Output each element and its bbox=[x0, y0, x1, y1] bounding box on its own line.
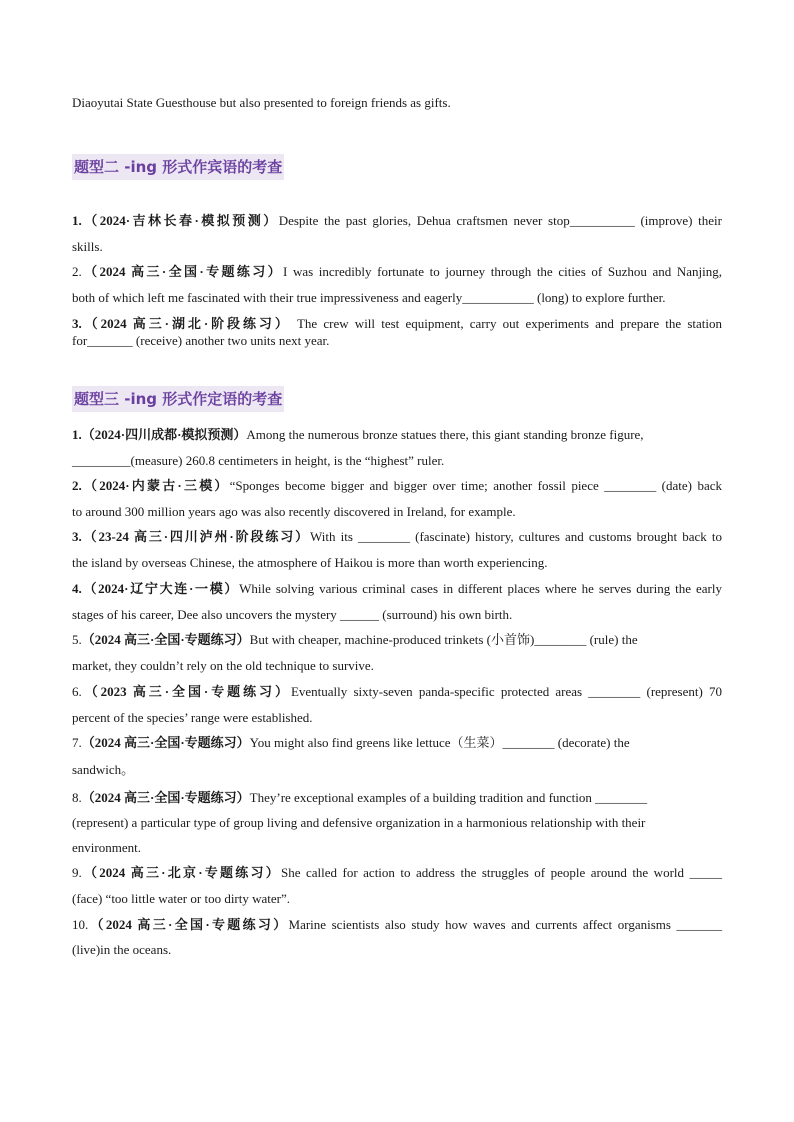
s3-q9-source: （2024 高三·北京·专题练习） bbox=[81, 865, 281, 880]
s3-q5-line2: market, they couldn’t rely on the old technique to survive. bbox=[72, 658, 374, 673]
s3-q5-line1 bbox=[72, 632, 722, 648]
s3-q6-line2: percent of the species’ range were established. bbox=[72, 710, 313, 725]
s2-q1-line1 bbox=[72, 213, 722, 229]
section-heading-3: 题型三 -ing 形式作定语的考查 bbox=[72, 386, 284, 412]
s3-q2-line2: to around 300 million years ago was also recently discovered in Ireland, for example. bbox=[72, 504, 516, 519]
s3-q10-line1 bbox=[72, 917, 722, 933]
s3-q2-source: 2.（2024·内蒙古·三模） bbox=[72, 478, 230, 493]
s3-q2-line1 bbox=[72, 478, 722, 494]
s3-q4-text: While solving various criminal cases in different places where he serves during the early bbox=[239, 581, 722, 596]
s3-q5-text: But with cheaper, machine-produced trinkets (小首饰)________ (rule) the bbox=[249, 632, 638, 647]
s3-q4-source: 4.（2024·辽宁大连·一模） bbox=[72, 581, 240, 596]
s2-q1-line2: skills. bbox=[72, 239, 103, 254]
s3-q9-line1 bbox=[72, 865, 722, 881]
s3-q10-source: （2024 高三·全国·专题练习） bbox=[88, 917, 289, 932]
s3-q1-source: 1.（2024·四川成都·模拟预测） bbox=[72, 427, 247, 442]
s3-q1-text: Among the numerous bronze statues there, this giant standing bronze figure, bbox=[246, 427, 644, 442]
s3-q1-line2 bbox=[72, 453, 722, 469]
section-heading-2: 题型二 -ing 形式作宾语的考查 bbox=[72, 154, 284, 180]
s3-q1-line1 bbox=[72, 427, 722, 443]
s3-q5-number: 5. bbox=[72, 632, 82, 647]
s3-q8-number: 8. bbox=[72, 790, 82, 805]
s3-q4-line2: stages of his career, Dee also uncovers the mystery ______ (surround) his own birth. bbox=[72, 607, 513, 622]
s3-q1-blank: _________ bbox=[72, 453, 131, 468]
s3-q9-text: She called for action to address the struggles of people around the world _____ bbox=[281, 865, 723, 880]
s2-q3-line1 bbox=[72, 316, 722, 332]
s3-q7-line1 bbox=[72, 735, 722, 751]
s3-q7-text: You might also find greens like lettuce（生菜）________ (decorate) the bbox=[249, 735, 630, 750]
s2-q1-text: Despite the past glories, Dehua craftsmen never stop__________ (improve) their bbox=[278, 213, 722, 228]
s2-q3-text: The crew will test equipment, carry out experiments and prepare the station bbox=[290, 316, 723, 331]
s2-q1-source: 1.（2024·吉林长春·模拟预测） bbox=[72, 213, 279, 228]
s2-q2-source: （2024 高三·全国·专题练习） bbox=[81, 264, 283, 279]
s3-q7-number: 7. bbox=[72, 735, 82, 750]
s2-q2-line1 bbox=[72, 264, 722, 280]
s3-q1-text2: (measure) 260.8 centimeters in height, is the “highest” ruler. bbox=[130, 453, 445, 468]
s3-q8-line3: environment. bbox=[72, 840, 141, 855]
s3-q8-line1 bbox=[72, 790, 722, 806]
s3-q9-number: 9. bbox=[72, 865, 82, 880]
s3-q10-line2: (live)in the oceans. bbox=[72, 942, 172, 957]
s3-q6-number: 6. bbox=[72, 684, 82, 699]
s3-q7-source: （2024 高三·全国·专题练习） bbox=[81, 735, 250, 750]
s2-q2-number: 2. bbox=[72, 264, 82, 279]
s3-q9-line2: (face) “too little water or too dirty water”. bbox=[72, 891, 291, 906]
s3-q3-text: With its ________ (fascinate) history, cultures and customs brought back to bbox=[310, 529, 722, 544]
s3-q6-source: （2023 高三·全国·专题练习） bbox=[81, 684, 291, 699]
s3-q7-line2: sandwich。 bbox=[72, 762, 135, 777]
s3-q8-source: （2024 高三·全国·专题练习） bbox=[81, 790, 250, 805]
s3-q3-line2: the island by overseas Chinese, the atmosphere of Haikou is more than worth experiencing. bbox=[72, 555, 548, 570]
s3-q6-line1 bbox=[72, 684, 722, 700]
s2-q2-text: I was incredibly fortunate to journey through the cities of Suzhou and Nanjing, bbox=[282, 264, 723, 279]
s2-q3-line2: for_______ (receive) another two units next year. bbox=[72, 333, 330, 348]
s2-q2-line2: both of which left me fascinated with their true impressiveness and eagerly___________ (long) to explore further. bbox=[72, 290, 666, 305]
s3-q8-line2: (represent) a particular type of group living and defensive organization in a harmonious relationship with their bbox=[72, 815, 646, 830]
s3-q6-text: Eventually sixty-seven panda-specific protected areas ________ (represent) 70 bbox=[290, 684, 722, 699]
s2-q3-source: 3.（2024 高三·湖北·阶段练习） bbox=[72, 316, 291, 331]
s3-q3-source: 3.（23-24 高三·四川泸州·阶段练习） bbox=[72, 529, 310, 544]
s3-q4-line1 bbox=[72, 581, 722, 597]
s3-q8-text: They’re exceptional examples of a building tradition and function ________ bbox=[249, 790, 648, 805]
s3-q5-source: （2024 高三·全国·专题练习） bbox=[81, 632, 250, 647]
s3-q2-text: “Sponges become bigger and bigger over time; another fossil piece ________ (date) back bbox=[229, 478, 723, 493]
s3-q10-text: Marine scientists also study how waves and currents affect organisms _______ bbox=[288, 917, 722, 932]
s3-q3-line1 bbox=[72, 529, 722, 545]
s3-q10-number: 10. bbox=[72, 917, 89, 932]
intro-line: Diaoyutai State Guesthouse but also presented to foreign friends as gifts. bbox=[72, 95, 451, 110]
